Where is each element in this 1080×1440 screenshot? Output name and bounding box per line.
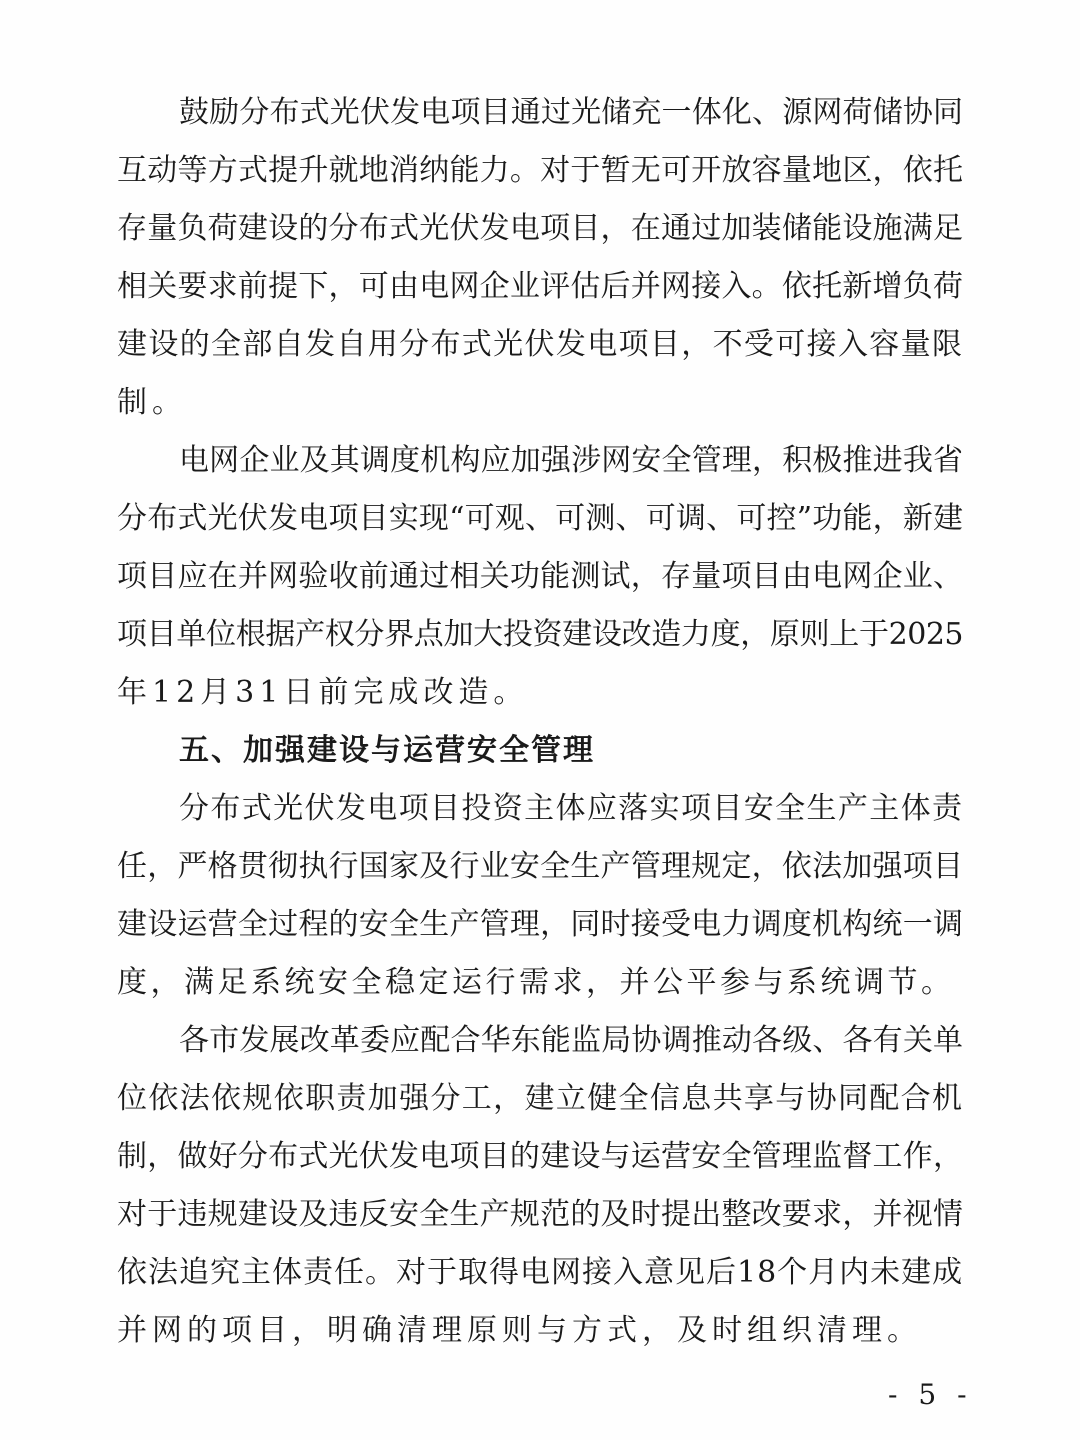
paragraph-line: 分布式光伏发电项目投资主体应落实项目安全生产主体责 xyxy=(179,791,963,826)
paragraph-line: 电网企业及其调度机构应加强涉网安全管理，积极推进我省 xyxy=(179,443,963,478)
paragraph-line: 各市发展改革委应配合华东能监局协调推动各级、各有关单 xyxy=(179,1023,963,1058)
paragraph-line: 制。 xyxy=(117,385,187,420)
paragraph-line: 互动等方式提升就地消纳能力。对于暂无可开放容量地区，依托 xyxy=(117,153,963,188)
paragraph-line: 相关要求前提下，可由电网企业评估后并网接入。依托新增负荷 xyxy=(117,269,963,304)
paragraph-line: 存量负荷建设的分布式光伏发电项目，在通过加装储能设施满足 xyxy=(117,211,963,246)
paragraph-line: 鼓励分布式光伏发电项目通过光储充一体化、源网荷储协同 xyxy=(179,95,963,130)
section-heading: 五、加强建设与运营安全管理 xyxy=(179,733,595,768)
paragraph-line: 分布式光伏发电项目实现“可观、可测、可调、可控”功能，新建 xyxy=(117,501,963,536)
document-body xyxy=(117,84,963,1360)
paragraph-line: 对于违规建设及违反安全生产规范的及时提出整改要求，并视情 xyxy=(117,1197,963,1232)
paragraph-line: 制，做好分布式光伏发电项目的建设与运营安全管理监督工作， xyxy=(117,1139,963,1174)
paragraph-line: 年12月31日前完成改造。 xyxy=(117,675,529,710)
paragraph-line: 度，满足系统安全稳定运行需求，并公平参与系统调节。 xyxy=(117,965,955,1000)
paragraph-line: 项目单位根据产权分界点加大投资建设改造力度，原则上于2025 xyxy=(117,617,963,652)
page-number: - 5 - xyxy=(888,1378,973,1411)
paragraph-line: 建设运营全过程的安全生产管理，同时接受电力调度机构统一调 xyxy=(117,907,963,942)
paragraph-line: 项目应在并网验收前通过相关功能测试，存量项目由电网企业、 xyxy=(117,559,963,594)
paragraph-line: 位依法依规依职责加强分工，建立健全信息共享与协同配合机 xyxy=(117,1081,963,1116)
paragraph-line: 依法追究主体责任。对于取得电网接入意见后18个月内未建成 xyxy=(117,1255,964,1290)
paragraph-line: 任，严格贯彻执行国家及行业安全生产管理规定，依法加强项目 xyxy=(117,849,963,884)
paragraph-line: 并网的项目，明确清理原则与方式，及时组织清理。 xyxy=(117,1313,922,1348)
paragraph-line: 建设的全部自发自用分布式光伏发电项目，不受可接入容量限 xyxy=(117,327,963,362)
